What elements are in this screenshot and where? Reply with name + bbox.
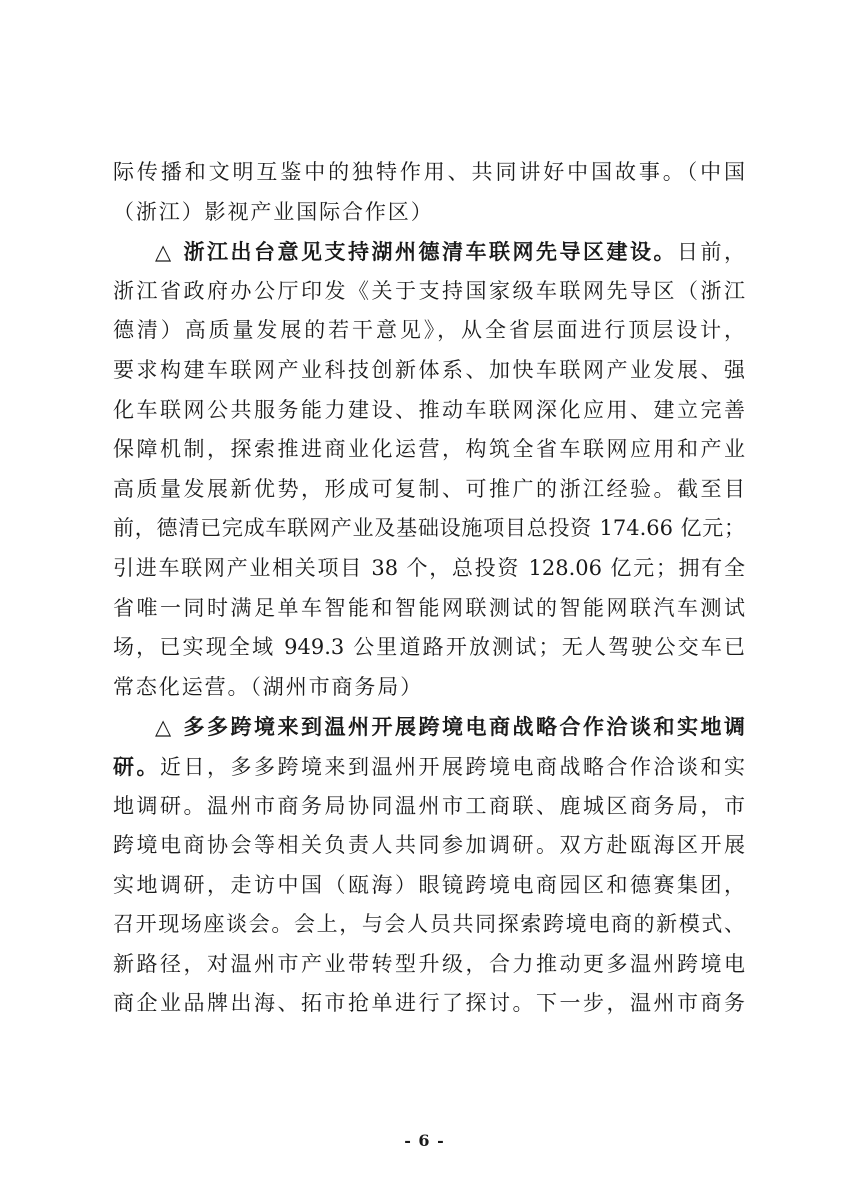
body-line: 实地调研，走访中国（瓯海）眼镜跨境电商园区和德赛集团， <box>113 872 745 897</box>
body-line: 商企业品牌出海、拓市抢单进行了探讨。下一步，温州市商务 <box>113 991 745 1016</box>
body-text: 近日，多多跨境来到温州开展跨境电商战略合作洽谈和实 <box>160 754 745 779</box>
news-item-heading: △ 浙江出台意见支持湖州德清车联网先导区建设。 <box>155 239 677 265</box>
body-line: 引进车联网产业相关项目 38 个，总投资 128.06 亿元；拥有全 <box>113 555 745 580</box>
body-line: 新路径，对温州市产业带转型升级，合力推动更多温州跨境电 <box>113 951 745 976</box>
body-line: 场，已实现全域 949.3 公里道路开放测试；无人驾驶公交车已 <box>113 635 745 660</box>
body-line: 德清）高质量发展的若干意见》，从全省层面进行顶层设计， <box>113 318 745 343</box>
body-line: 保障机制，探索推进商业化运营，构筑全省车联网应用和产业 <box>113 437 745 462</box>
body-line: 前，德清已完成车联网产业及基础设施项目总投资 174.66 亿元； <box>113 516 745 541</box>
news-item-heading-line <box>113 747 745 787</box>
document-body <box>113 153 745 1024</box>
body-line: 跨境电商协会等相关负责人共同参加调研。双方赴瓯海区开展 <box>113 833 745 858</box>
body-line: （浙江）影视产业国际合作区） <box>113 199 434 224</box>
body-line: 浙江省政府办公厅印发《关于支持国家级车联网先导区（浙江 <box>113 278 745 303</box>
news-item-heading: △ 多多跨境来到温州开展跨境电商战略合作洽谈和实地调 <box>155 714 745 740</box>
body-line: 地调研。温州市商务局协同温州市工商联、鹿城区商务局，市 <box>113 793 745 818</box>
body-line: 化车联网公共服务能力建设、推动车联网深化应用、建立完善 <box>113 397 745 422</box>
body-line: 常态化运营。（湖州市商务局） <box>113 674 424 699</box>
news-item-heading: 研。 <box>113 753 160 779</box>
news-item-heading-line <box>113 707 745 747</box>
body-line: 召开现场座谈会。会上，与会人员共同探索跨境电商的新模式、 <box>113 912 745 937</box>
body-line: 高质量发展新优势，形成可复制、可推广的浙江经验。截至目 <box>113 476 745 501</box>
body-text: 日前， <box>677 240 746 265</box>
page-number: - 6 - <box>404 1131 445 1150</box>
body-line: 际传播和文明互鉴中的独特作用、共同讲好中国故事。（中国 <box>113 160 745 184</box>
body-line: 省唯一同时满足单车智能和智能网联测试的智能网联汽车测试 <box>113 595 745 620</box>
news-item-heading-line <box>113 232 745 272</box>
body-line: 要求构建车联网产业科技创新体系、加快车联网产业发展、强 <box>113 357 745 382</box>
